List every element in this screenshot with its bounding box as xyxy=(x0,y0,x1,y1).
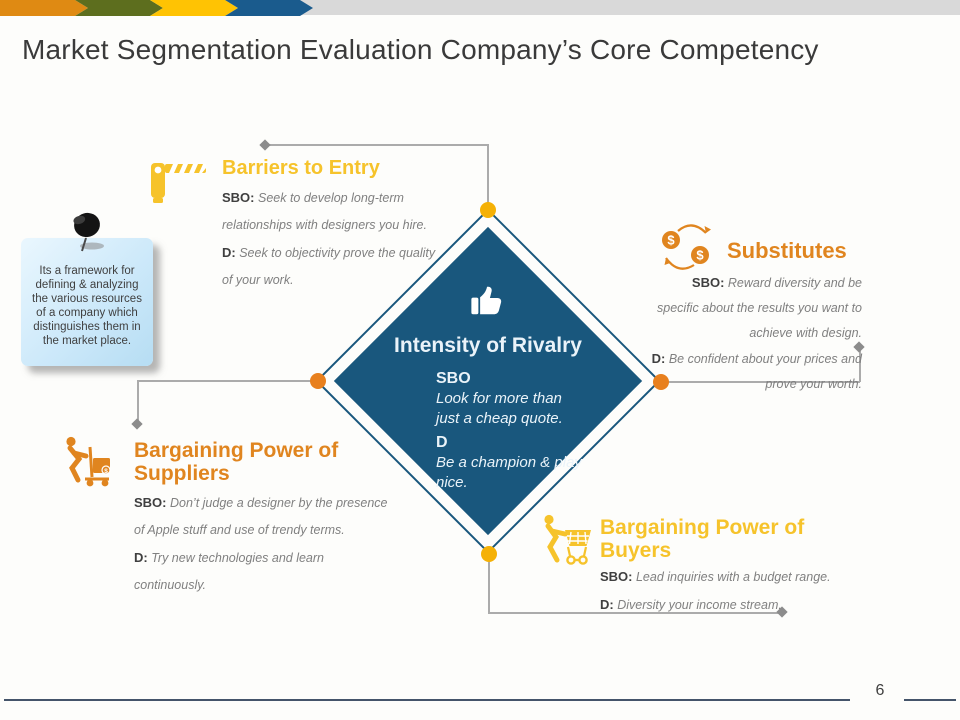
header-chevron-olive xyxy=(75,0,163,16)
footer-rule-right xyxy=(904,699,956,701)
svg-text:$: $ xyxy=(696,247,704,263)
substitutes-d-label: D: xyxy=(651,351,666,366)
header-chevron-orange xyxy=(0,0,88,16)
center-title: Intensity of Rivalry xyxy=(394,334,582,357)
force-title-suppliers: Bargaining Power of Suppliers xyxy=(134,439,339,485)
header-chevron-blue xyxy=(225,0,313,16)
center-sbo-text: Look for more than just a cheap quote. xyxy=(436,390,563,427)
connector-left-horizontal xyxy=(138,380,318,382)
suppliers-d-text: Try new technologies and learn continuously. xyxy=(134,551,324,592)
force-body-suppliers xyxy=(134,489,394,599)
buyer-cart-icon xyxy=(539,513,601,574)
force-body-buyers xyxy=(600,563,870,619)
intensity-of-rivalry-panel xyxy=(366,259,610,503)
header-bar xyxy=(298,0,960,15)
footer-rule-left xyxy=(4,699,850,701)
currency-exchange-icon xyxy=(658,222,724,277)
substitutes-sbo-text: Reward diversity and be specific about the results you want to achieve with design. xyxy=(657,276,862,340)
boom-barrier-icon xyxy=(142,156,208,211)
force-title-buyers: Bargaining Power of Buyers xyxy=(600,516,805,562)
barriers-d-label: D: xyxy=(222,245,236,260)
connector-bottom-vertical xyxy=(488,556,490,613)
push-pin-icon xyxy=(66,208,110,263)
connector-left-vertical xyxy=(137,380,139,422)
substitutes-d-text: Be confident about your prices and prove your worth. xyxy=(668,352,862,391)
node-right-circle xyxy=(653,374,669,390)
suppliers-sbo-label: SBO: xyxy=(134,495,167,510)
buyers-d-label: D: xyxy=(600,597,614,612)
force-body-substitutes xyxy=(650,270,862,397)
buyers-sbo-label: SBO: xyxy=(600,569,633,584)
thumbs-up-icon xyxy=(467,284,509,325)
suppliers-sbo-text: Don’t judge a designer by the presence of Apple stuff and use of trendy terms. xyxy=(134,496,388,537)
connector-left-arrowhead xyxy=(131,418,142,429)
barriers-sbo-text: Seek to develop long-term relationships with designers you hire. xyxy=(222,191,427,232)
header-chevron-yellow xyxy=(150,0,238,16)
buyers-sbo-text: Lead inquiries with a budget range. xyxy=(635,570,831,584)
node-top-circle xyxy=(480,202,496,218)
page-number: 6 xyxy=(875,682,885,699)
barriers-sbo-label: SBO: xyxy=(222,190,255,205)
supplier-handtruck-icon xyxy=(55,435,119,492)
center-d-label: D xyxy=(436,434,448,451)
center-sbo-label: SBO xyxy=(436,370,471,387)
svg-text:$: $ xyxy=(104,468,108,475)
suppliers-d-label: D: xyxy=(134,550,148,565)
node-bottom-circle xyxy=(481,546,497,562)
substitutes-sbo-label: SBO: xyxy=(691,275,725,290)
svg-text:$: $ xyxy=(667,232,675,248)
force-title-substitutes: Substitutes xyxy=(727,238,847,263)
connector-top-horizontal xyxy=(268,144,488,146)
barriers-d-text: Seek to objectivity prove the quality of your work. xyxy=(222,246,436,287)
buyers-d-text: Diversity your income stream. xyxy=(617,598,782,612)
center-d-text: Be a champion & play nice. xyxy=(436,454,582,491)
connector-top-vertical xyxy=(487,144,489,204)
sticky-note-text: Its a framework for defining & analyzing the various resources of a company which distinguishes them in the market place. xyxy=(32,265,142,347)
force-title-barriers: Barriers to Entry xyxy=(222,157,380,179)
connector-top-arrowhead xyxy=(259,139,270,150)
node-left-circle xyxy=(310,373,326,389)
page-title: Market Segmentation Evaluation Company’s Core Competency xyxy=(22,34,819,65)
center-body xyxy=(436,369,588,493)
